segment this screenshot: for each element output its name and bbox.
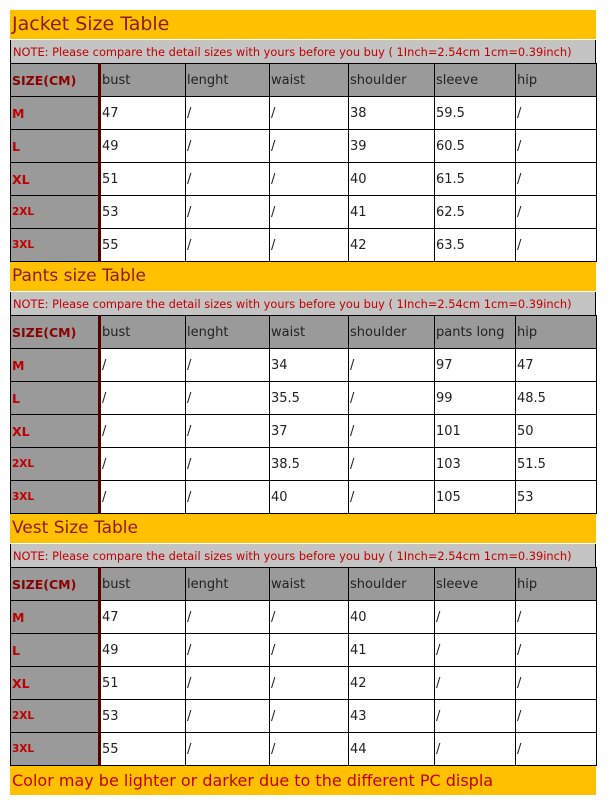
table-cell: / [186,382,270,415]
size-label: XL [11,667,100,700]
table-cell: / [516,130,597,163]
table-row [11,415,597,448]
table-cell: / [516,667,597,700]
table-cell: 53 [516,481,597,514]
table-cell: 41 [349,196,435,229]
table-cell: / [270,634,349,667]
table-row [11,667,597,700]
table-cell: / [270,97,349,130]
table-cell: / [516,634,597,667]
table-cell: 35.5 [270,382,349,415]
column-header-hip: hip [516,568,597,601]
table-cell: 42 [349,667,435,700]
table-cell: / [186,130,270,163]
color-disclaimer: Color may be lighter or darker due to the different PC displa [10,766,596,795]
table-cell: / [270,196,349,229]
size-label: M [11,601,100,634]
size-label: 2XL [11,196,100,229]
table-cell: / [186,415,270,448]
table-cell: / [100,448,186,481]
table-row [11,601,597,634]
table-cell: / [186,700,270,733]
table-cell: / [270,733,349,766]
table-cell: 41 [349,634,435,667]
table-cell: / [186,196,270,229]
table-cell: / [435,700,516,733]
table-cell: 101 [435,415,516,448]
table-cell: 63.5 [435,229,516,262]
column-header-waist: waist [270,64,349,97]
table-cell: / [186,733,270,766]
table-cell: 103 [435,448,516,481]
column-header-shoulder: shoulder [349,316,435,349]
table-cell: 105 [435,481,516,514]
table-row [11,481,597,514]
table-cell: / [435,601,516,634]
jacket-table-title: Jacket Size Table [10,10,596,39]
column-header-bust: bust [100,316,186,349]
table-cell: / [516,601,597,634]
column-header-hip: hip [516,316,597,349]
table-cell: 37 [270,415,349,448]
table-cell: / [186,601,270,634]
table-cell: / [516,163,597,196]
table-cell: 38 [349,97,435,130]
size-label: 2XL [11,448,100,481]
table-cell: 53 [100,196,186,229]
table-cell: 60.5 [435,130,516,163]
pants-size-table [10,315,597,514]
size-label: XL [11,415,100,448]
table-cell: 99 [435,382,516,415]
table-cell: / [435,733,516,766]
table-cell: / [270,700,349,733]
table-row [11,349,597,382]
column-header-bust: bust [100,64,186,97]
table-cell: / [435,667,516,700]
table-cell: 39 [349,130,435,163]
table-cell: 38.5 [270,448,349,481]
table-cell: / [270,130,349,163]
table-cell: / [435,634,516,667]
column-header-bust: bust [100,568,186,601]
size-label: 3XL [11,481,100,514]
table-cell: 49 [100,130,186,163]
table-cell: 47 [516,349,597,382]
table-cell: 42 [349,229,435,262]
vest-note: NOTE: Please compare the detail sizes with yours before you buy ( 1Inch=2.54cm 1cm=0.39inch) [10,544,596,567]
table-row [11,130,597,163]
column-header-pants-long: pants long [435,316,516,349]
table-cell: 59.5 [435,97,516,130]
table-row [11,700,597,733]
column-header-shoulder: shoulder [349,64,435,97]
table-cell: / [186,229,270,262]
column-header-waist: waist [270,568,349,601]
table-cell: / [270,667,349,700]
table-cell: 44 [349,733,435,766]
column-header-lenght: lenght [186,64,270,97]
table-row [11,634,597,667]
table-cell: 62.5 [435,196,516,229]
table-cell: 47 [100,97,186,130]
table-row [11,229,597,262]
column-header-hip: hip [516,64,597,97]
size-column-header: SIZE(CM) [11,64,100,97]
table-cell: / [516,733,597,766]
vest-table-title: Vest Size Table [10,514,596,543]
table-cell: / [349,448,435,481]
table-cell: / [516,229,597,262]
table-cell: / [516,700,597,733]
table-cell: / [186,481,270,514]
table-row [11,163,597,196]
table-cell: / [100,415,186,448]
table-cell: / [186,97,270,130]
table-cell: 48.5 [516,382,597,415]
table-cell: 53 [100,700,186,733]
pants-table-title: Pants size Table [10,262,596,291]
table-row [11,448,597,481]
table-cell: 51 [100,667,186,700]
table-cell: 40 [349,163,435,196]
table-cell: / [186,667,270,700]
column-header-lenght: lenght [186,568,270,601]
table-cell: / [516,196,597,229]
size-label: 2XL [11,700,100,733]
table-cell: / [100,481,186,514]
table-cell: 55 [100,229,186,262]
jacket-note: NOTE: Please compare the detail sizes with yours before you buy ( 1Inch=2.54cm 1cm=0.39inch) [10,40,596,63]
table-cell: 97 [435,349,516,382]
size-column-header: SIZE(CM) [11,568,100,601]
table-row [11,382,597,415]
table-row [11,196,597,229]
jacket-size-table [10,63,597,262]
size-label: M [11,97,100,130]
table-cell: 40 [349,601,435,634]
table-cell: / [270,229,349,262]
table-cell: 40 [270,481,349,514]
size-label: XL [11,163,100,196]
table-cell: 51.5 [516,448,597,481]
table-cell: / [270,601,349,634]
table-cell: / [349,382,435,415]
table-cell: 50 [516,415,597,448]
size-column-header: SIZE(CM) [11,316,100,349]
table-row [11,733,597,766]
column-header-waist: waist [270,316,349,349]
size-label: L [11,130,100,163]
size-label: L [11,382,100,415]
column-header-shoulder: shoulder [349,568,435,601]
table-cell: 43 [349,700,435,733]
column-header-sleeve: sleeve [435,64,516,97]
size-label: 3XL [11,229,100,262]
size-label: 3XL [11,733,100,766]
table-cell: / [186,448,270,481]
column-header-sleeve: sleeve [435,568,516,601]
table-cell: 47 [100,601,186,634]
size-label: M [11,349,100,382]
pants-note: NOTE: Please compare the detail sizes with yours before you buy ( 1Inch=2.54cm 1cm=0.39inch) [10,292,596,315]
table-cell: / [186,349,270,382]
column-header-lenght: lenght [186,316,270,349]
table-cell: 61.5 [435,163,516,196]
vest-size-table [10,567,597,766]
table-cell: / [270,163,349,196]
table-cell: 51 [100,163,186,196]
table-cell: / [349,415,435,448]
size-label: L [11,634,100,667]
table-cell: 34 [270,349,349,382]
table-cell: / [516,97,597,130]
table-cell: / [100,382,186,415]
table-cell: / [100,349,186,382]
table-cell: / [349,349,435,382]
table-row [11,97,597,130]
table-cell: 55 [100,733,186,766]
table-cell: / [186,634,270,667]
table-cell: / [186,163,270,196]
table-cell: 49 [100,634,186,667]
table-cell: / [349,481,435,514]
